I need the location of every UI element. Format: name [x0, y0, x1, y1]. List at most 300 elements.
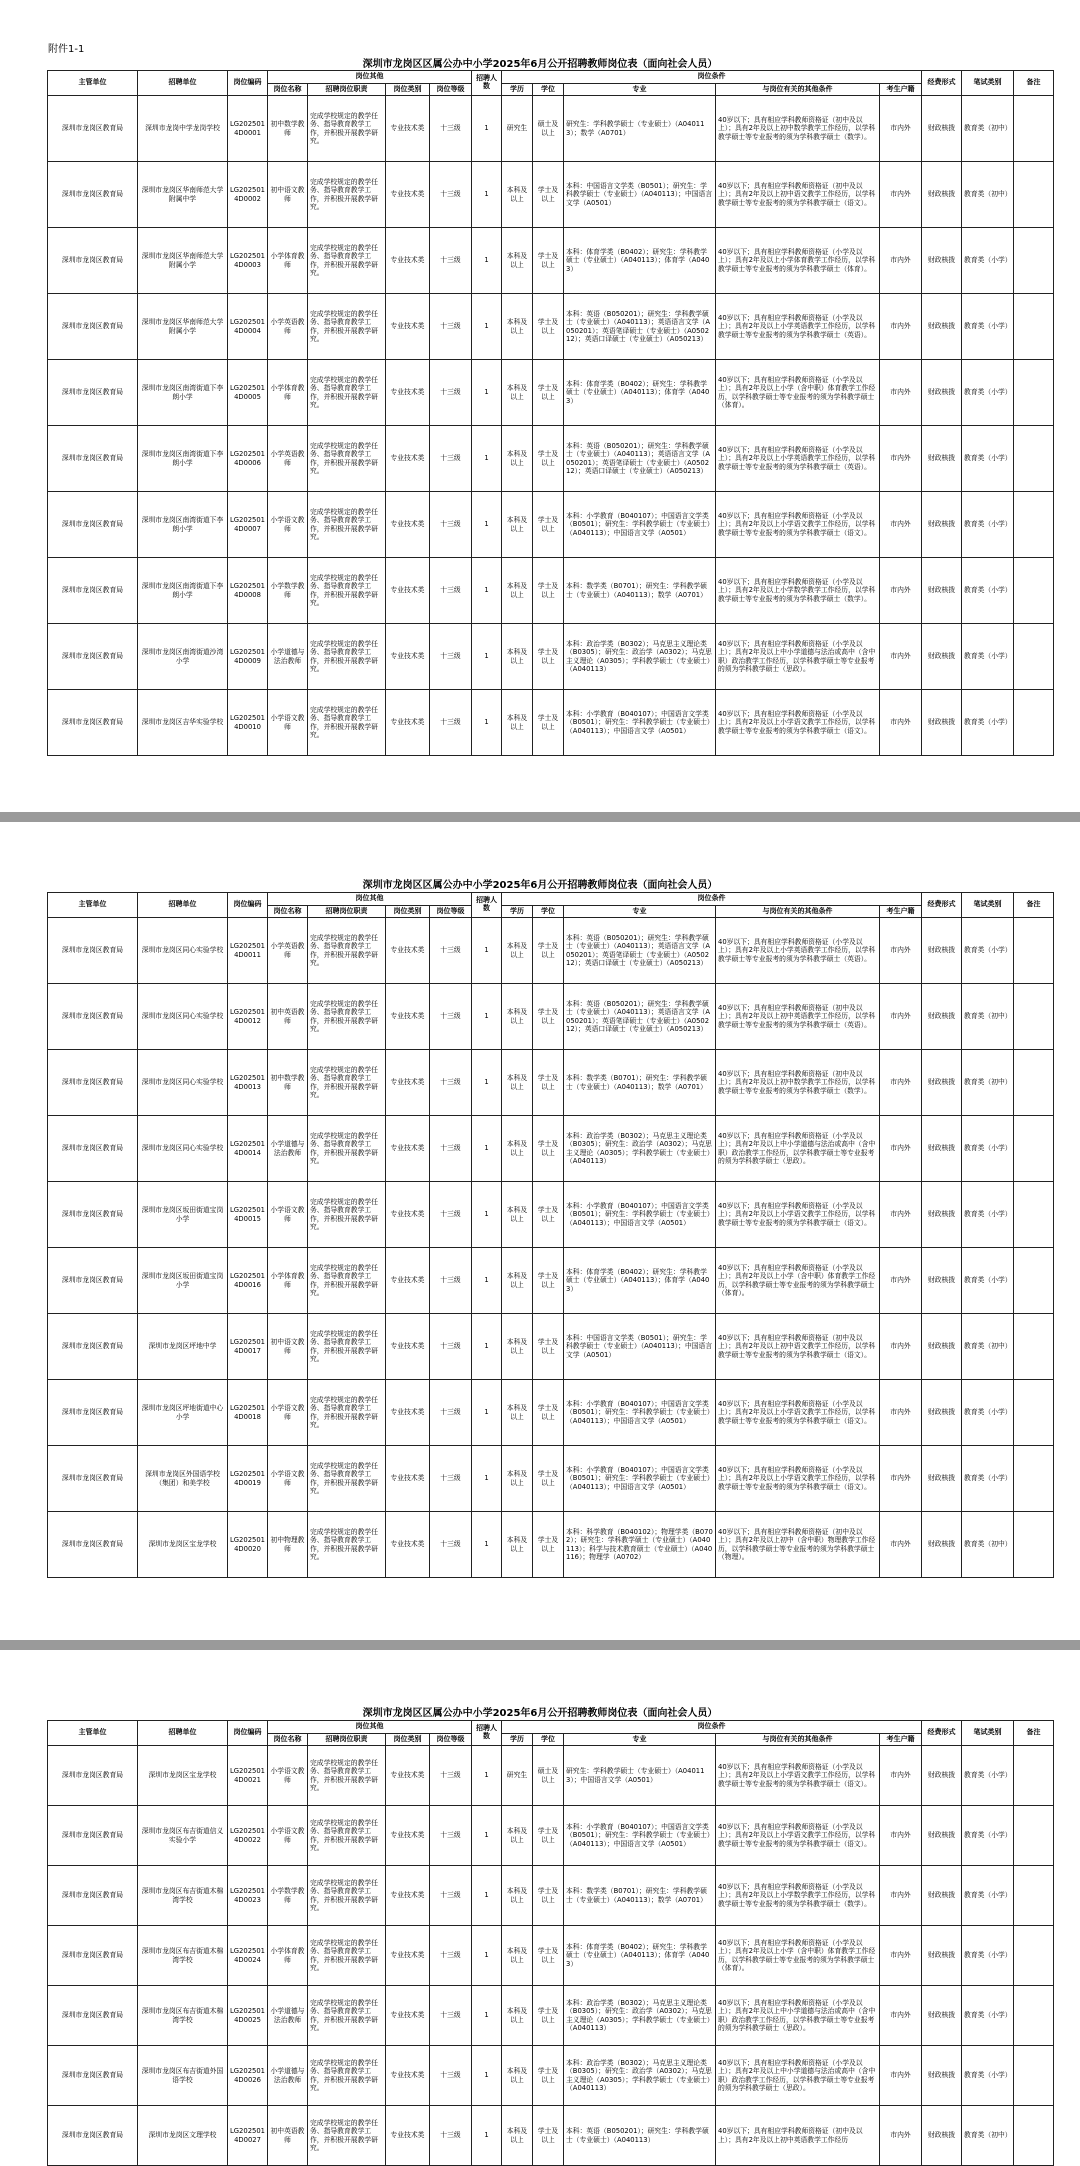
degree-cell: 硕士及以上 — [533, 1746, 564, 1806]
education-cell: 本科及以上 — [502, 1446, 533, 1512]
funding-cell: 财政核拨 — [922, 624, 962, 690]
unit-cell: 深圳市龙岗区布吉街道木棉湾学校 — [138, 1866, 228, 1926]
post-type-cell: 专业技术类 — [386, 162, 430, 228]
competent-cell: 深圳市龙岗区教育局 — [48, 1806, 138, 1866]
post-level-cell: 十三级 — [430, 918, 472, 984]
sheet-page-2 — [0, 822, 1080, 1640]
education-cell: 本科及以上 — [502, 1926, 533, 1986]
duty-cell: 完成学校规定的教学任务、指导教育教学工作，并积极开展教学研究。 — [308, 1926, 386, 1986]
post-code-cell: LG2025014D0011 — [228, 918, 268, 984]
exam-cell: 教育类（小学） — [962, 1866, 1014, 1926]
degree-cell: 学士及以上 — [533, 1926, 564, 1986]
post-level-cell: 十三级 — [430, 1050, 472, 1116]
table-title: 深圳市龙岗区区属公办中小学2025年6月公开招聘教师岗位表（面向社会人员） — [362, 1708, 718, 1719]
funding-cell: 财政核拨 — [922, 984, 962, 1050]
degree-cell: 学士及以上 — [533, 162, 564, 228]
post-code-cell: LG2025014D0025 — [228, 1986, 268, 2046]
recruitment-table — [47, 1720, 1054, 2166]
post-name-cell: 小学数学教师 — [268, 1866, 308, 1926]
post-name-cell: 初中英语教师 — [268, 2106, 308, 2166]
post-type-cell: 专业技术类 — [386, 1986, 430, 2046]
post-type-cell: 专业技术类 — [386, 1116, 430, 1182]
funding-cell: 财政核拨 — [922, 1746, 962, 1806]
funding-cell: 财政核拨 — [922, 1866, 962, 1926]
post-code-cell: LG2025014D0016 — [228, 1248, 268, 1314]
post-type-cell: 专业技术类 — [386, 426, 430, 492]
post-code-cell: LG2025014D0015 — [228, 1182, 268, 1248]
major-cell: 本科：数学类（B0701）；研究生：学科教学硕士（专业硕士）（A040113）；数学（A0701） — [564, 558, 716, 624]
remark-cell — [1014, 492, 1054, 558]
header-remark: 备注 — [1014, 893, 1054, 918]
post-code-cell: LG2025014D0008 — [228, 558, 268, 624]
education-cell: 本科及以上 — [502, 918, 533, 984]
header-funding: 经费形式 — [922, 893, 962, 918]
header-competent: 主管单位 — [48, 893, 138, 918]
post-code-cell: LG2025014D0001 — [228, 96, 268, 162]
count-cell: 1 — [472, 1866, 502, 1926]
major-cell: 本科：政治学类（B0302）；马克思主义理论类（B0305）；研究生：政治学（A0302）；马克思主义理论（A0305）；学科教学硕士（专业硕士）（A040113） — [564, 1116, 716, 1182]
exam-cell: 教育类（初中） — [962, 2106, 1014, 2166]
remark-cell — [1014, 1512, 1054, 1578]
residence-cell: 市内外 — [880, 492, 922, 558]
competent-cell: 深圳市龙岗区教育局 — [48, 162, 138, 228]
header-post-level: 岗位等级 — [430, 1734, 472, 1746]
post-type-cell: 专业技术类 — [386, 690, 430, 756]
unit-cell: 深圳市龙岗区宝龙学校 — [138, 1512, 228, 1578]
competent-cell: 深圳市龙岗区教育局 — [48, 96, 138, 162]
header-unit: 招聘单位 — [138, 1721, 228, 1746]
degree-cell: 学士及以上 — [533, 1380, 564, 1446]
post-level-cell: 十三级 — [430, 2046, 472, 2106]
exam-cell: 教育类（小学） — [962, 228, 1014, 294]
post-name-cell: 初中英语教师 — [268, 984, 308, 1050]
exam-cell: 教育类（小学） — [962, 1116, 1014, 1182]
post-level-cell: 十三级 — [430, 1116, 472, 1182]
degree-cell: 硕士及以上 — [533, 96, 564, 162]
post-name-cell: 初中物理教师 — [268, 1512, 308, 1578]
degree-cell: 学士及以上 — [533, 426, 564, 492]
count-cell: 1 — [472, 624, 502, 690]
post-code-cell: LG2025014D0010 — [228, 690, 268, 756]
post-level-cell: 十三级 — [430, 690, 472, 756]
post-code-cell: LG2025014D0021 — [228, 1746, 268, 1806]
count-cell: 1 — [472, 96, 502, 162]
exam-cell: 教育类（小学） — [962, 1248, 1014, 1314]
unit-cell: 深圳市龙岗区华南师范大学附属小学 — [138, 294, 228, 360]
unit-cell: 深圳市龙岗区坪地街道中心小学 — [138, 1380, 228, 1446]
education-cell: 本科及以上 — [502, 1314, 533, 1380]
residence-cell: 市内外 — [880, 1746, 922, 1806]
residence-cell: 市内外 — [880, 1806, 922, 1866]
remark-cell — [1014, 690, 1054, 756]
table-row — [48, 360, 1054, 426]
post-type-cell: 专业技术类 — [386, 1380, 430, 1446]
table-row — [48, 96, 1054, 162]
unit-cell: 深圳市龙岗区南湾街道沙湾小学 — [138, 624, 228, 690]
other-conditions-cell: 40岁以下；具有相应学科教师资格证（小学及以上）；具有2年及以上小学语文教学工作经历，以学科教学硕士等专业报考的须为学科教学硕士（语文）。 — [716, 1806, 880, 1866]
unit-cell: 深圳市龙岗区华南师范大学附属中学 — [138, 162, 228, 228]
residence-cell: 市内外 — [880, 96, 922, 162]
count-cell: 1 — [472, 228, 502, 294]
duty-cell: 完成学校规定的教学任务、指导教育教学工作，并积极开展教学研究。 — [308, 1314, 386, 1380]
post-name-cell: 小学道德与法治教师 — [268, 624, 308, 690]
count-cell: 1 — [472, 1182, 502, 1248]
funding-cell: 财政核拨 — [922, 96, 962, 162]
major-cell: 本科：英语（B050201）；研究生：学科教学硕士（专业硕士）（A040113）；英语语言文学（A050201）；英语笔译硕士（专业硕士）（A050212）；英语口译硕士（专业硕士）（A050213） — [564, 294, 716, 360]
post-name-cell: 小学道德与法治教师 — [268, 2046, 308, 2106]
remark-cell — [1014, 918, 1054, 984]
remark-cell — [1014, 2106, 1054, 2166]
other-conditions-cell: 40岁以下；具有相应学科教师资格证（小学及以上）；具有2年及以上小学数学教学工作经历，以学科教学硕士等专业报考的须为学科教学硕士（数学）。 — [716, 1866, 880, 1926]
unit-cell: 深圳市龙岗区坪地中学 — [138, 1314, 228, 1380]
post-type-cell: 专业技术类 — [386, 2046, 430, 2106]
degree-cell: 学士及以上 — [533, 1182, 564, 1248]
unit-cell: 深圳市龙岗区宝龙学校 — [138, 1746, 228, 1806]
table-row — [48, 162, 1054, 228]
post-type-cell: 专业技术类 — [386, 294, 430, 360]
major-cell: 本科：中国语言文学类（B0501）；研究生：学科教学硕士（专业硕士）（A040113）；中国语言文学（A0501） — [564, 1314, 716, 1380]
competent-cell: 深圳市龙岗区教育局 — [48, 1866, 138, 1926]
header-conditions: 岗位条件 — [502, 71, 922, 84]
post-level-cell: 十三级 — [430, 1746, 472, 1806]
duty-cell: 完成学校规定的教学任务、指导教育教学工作，并积极开展教学研究。 — [308, 96, 386, 162]
post-name-cell: 小学体育教师 — [268, 1926, 308, 1986]
duty-cell: 完成学校规定的教学任务、指导教育教学工作，并积极开展教学研究。 — [308, 1512, 386, 1578]
degree-cell: 学士及以上 — [533, 360, 564, 426]
remark-cell — [1014, 624, 1054, 690]
other-conditions-cell: 40岁以下；具有相应学科教师资格证（初中及以上）；具有2年及以上初中语文教学工作经历，以学科教学硕士等专业报考的须为学科教学硕士（语文）。 — [716, 162, 880, 228]
header-unit: 招聘单位 — [138, 71, 228, 96]
post-type-cell: 专业技术类 — [386, 492, 430, 558]
major-cell: 本科：体育学类（B0402）；研究生：学科教学硕士（专业硕士）（A040113）；体育学（A0403） — [564, 228, 716, 294]
count-cell: 1 — [472, 1746, 502, 1806]
funding-cell: 财政核拨 — [922, 1806, 962, 1866]
major-cell: 本科：英语（B050201）；研究生：学科教学硕士（专业硕士）（A040113）；英语语言文学（A050201）；英语笔译硕士（专业硕士）（A050212）；英语口译硕士（专业硕士）（A050213） — [564, 426, 716, 492]
funding-cell: 财政核拨 — [922, 2046, 962, 2106]
duty-cell: 完成学校规定的教学任务、指导教育教学工作，并积极开展教学研究。 — [308, 360, 386, 426]
education-cell: 本科及以上 — [502, 1380, 533, 1446]
exam-cell: 教育类（初中） — [962, 162, 1014, 228]
post-level-cell: 十三级 — [430, 1314, 472, 1380]
funding-cell: 财政核拨 — [922, 228, 962, 294]
remark-cell — [1014, 1746, 1054, 1806]
unit-cell: 深圳市龙岗区布吉街道木棉湾学校 — [138, 1926, 228, 1986]
competent-cell: 深圳市龙岗区教育局 — [48, 624, 138, 690]
exam-cell: 教育类（初中） — [962, 96, 1014, 162]
remark-cell — [1014, 1182, 1054, 1248]
remark-cell — [1014, 294, 1054, 360]
education-cell: 本科及以上 — [502, 984, 533, 1050]
competent-cell: 深圳市龙岗区教育局 — [48, 1314, 138, 1380]
competent-cell: 深圳市龙岗区教育局 — [48, 558, 138, 624]
exam-cell: 教育类（初中） — [962, 984, 1014, 1050]
competent-cell: 深圳市龙岗区教育局 — [48, 690, 138, 756]
unit-cell: 深圳市龙岗区同心实验学校 — [138, 918, 228, 984]
header-exam: 笔试类别 — [962, 71, 1014, 96]
unit-cell: 深圳市龙岗区文理学校 — [138, 2106, 228, 2166]
attachment-label: 附件1-1 — [48, 44, 85, 55]
exam-cell: 教育类（小学） — [962, 1446, 1014, 1512]
count-cell: 1 — [472, 426, 502, 492]
post-type-cell: 专业技术类 — [386, 1926, 430, 1986]
unit-cell: 深圳市龙岗区布吉街道外国语学校 — [138, 2046, 228, 2106]
header-major: 专业 — [564, 1734, 716, 1746]
unit-cell: 深圳市龙岗区南湾街道下李朗小学 — [138, 492, 228, 558]
header-degree: 学位 — [533, 1734, 564, 1746]
header-conditions: 岗位条件 — [502, 1721, 922, 1734]
post-level-cell: 十三级 — [430, 558, 472, 624]
education-cell: 本科及以上 — [502, 1050, 533, 1116]
post-name-cell: 小学体育教师 — [268, 228, 308, 294]
post-code-cell: LG2025014D0012 — [228, 984, 268, 1050]
residence-cell: 市内外 — [880, 1512, 922, 1578]
post-level-cell: 十三级 — [430, 1182, 472, 1248]
post-level-cell: 十三级 — [430, 1926, 472, 1986]
table-row — [48, 1116, 1054, 1182]
remark-cell — [1014, 1866, 1054, 1926]
residence-cell: 市内外 — [880, 1116, 922, 1182]
post-level-cell: 十三级 — [430, 294, 472, 360]
header-major: 专业 — [564, 84, 716, 96]
header-competent: 主管单位 — [48, 71, 138, 96]
count-cell: 1 — [472, 1116, 502, 1182]
major-cell: 本科：英语（B050201）；研究生：学科教学硕士（专业硕士）（A040113）；英语语言文学（A050201）；英语笔译硕士（专业硕士）（A050212）；英语口译硕士（专业硕士）（A050213） — [564, 918, 716, 984]
other-conditions-cell: 40岁以下；具有相应学科教师资格证（小学及以上）；具有2年及以上小学英语教学工作经历，以学科教学硕士等专业报考的须为学科教学硕士（英语）。 — [716, 918, 880, 984]
post-type-cell: 专业技术类 — [386, 2106, 430, 2166]
remark-cell — [1014, 1248, 1054, 1314]
major-cell: 本科：政治学类（B0302）；马克思主义理论类（B0305）；研究生：政治学（A0302）；马克思主义理论（A0305）；学科教学硕士（专业硕士）（A040113） — [564, 624, 716, 690]
post-code-cell: LG2025014D0024 — [228, 1926, 268, 1986]
other-conditions-cell: 40岁以下；具有相应学科教师资格证（小学及以上）；具有2年及以上小学英语教学工作经历，以学科教学硕士等专业报考的须为学科教学硕士（英语）。 — [716, 426, 880, 492]
competent-cell: 深圳市龙岗区教育局 — [48, 984, 138, 1050]
post-name-cell: 小学数学教师 — [268, 558, 308, 624]
post-level-cell: 十三级 — [430, 1806, 472, 1866]
remark-cell — [1014, 1116, 1054, 1182]
residence-cell: 市内外 — [880, 984, 922, 1050]
post-code-cell: LG2025014D0009 — [228, 624, 268, 690]
header-count: 招聘人数 — [472, 1721, 502, 1746]
other-conditions-cell: 40岁以下；具有相应学科教师资格证（小学及以上）；具有2年及以上小学语文教学工作经历，以学科教学硕士等专业报考的须为学科教学硕士（语文）。 — [716, 1746, 880, 1806]
count-cell: 1 — [472, 1926, 502, 1986]
degree-cell: 学士及以上 — [533, 228, 564, 294]
header-other: 与岗位有关的其他条件 — [716, 906, 880, 918]
post-name-cell: 小学语文教师 — [268, 492, 308, 558]
degree-cell: 学士及以上 — [533, 1986, 564, 2046]
table-row — [48, 1746, 1054, 1806]
residence-cell: 市内外 — [880, 1926, 922, 1986]
funding-cell: 财政核拨 — [922, 558, 962, 624]
post-type-cell: 专业技术类 — [386, 558, 430, 624]
duty-cell: 完成学校规定的教学任务、指导教育教学工作，并积极开展教学研究。 — [308, 426, 386, 492]
table-row — [48, 918, 1054, 984]
degree-cell: 学士及以上 — [533, 1314, 564, 1380]
header-post-name: 岗位名称 — [268, 1734, 308, 1746]
funding-cell: 财政核拨 — [922, 690, 962, 756]
duty-cell: 完成学校规定的教学任务、指导教育教学工作，并积极开展教学研究。 — [308, 984, 386, 1050]
count-cell: 1 — [472, 918, 502, 984]
count-cell: 1 — [472, 1512, 502, 1578]
unit-cell: 深圳市龙岗区南湾街道下李朗小学 — [138, 426, 228, 492]
post-type-cell: 专业技术类 — [386, 1446, 430, 1512]
funding-cell: 财政核拨 — [922, 1986, 962, 2046]
table-row — [48, 984, 1054, 1050]
competent-cell: 深圳市龙岗区教育局 — [48, 1512, 138, 1578]
major-cell: 本科：体育学类（B0402）；研究生：学科教学硕士（专业硕士）（A040113）；体育学（A0403） — [564, 1248, 716, 1314]
post-code-cell: LG2025014D0005 — [228, 360, 268, 426]
remark-cell — [1014, 558, 1054, 624]
competent-cell: 深圳市龙岗区教育局 — [48, 360, 138, 426]
residence-cell: 市内外 — [880, 2106, 922, 2166]
degree-cell: 学士及以上 — [533, 2106, 564, 2166]
duty-cell: 完成学校规定的教学任务、指导教育教学工作，并积极开展教学研究。 — [308, 1866, 386, 1926]
residence-cell: 市内外 — [880, 1314, 922, 1380]
duty-cell: 完成学校规定的教学任务、指导教育教学工作，并积极开展教学研究。 — [308, 294, 386, 360]
major-cell: 本科：小学教育（B040107）；中国语言文学类（B0501）；研究生：学科教学硕士（专业硕士）（A040113）；中国语言文学（A0501） — [564, 1806, 716, 1866]
duty-cell: 完成学校规定的教学任务、指导教育教学工作，并积极开展教学研究。 — [308, 918, 386, 984]
post-name-cell: 小学语文教师 — [268, 1446, 308, 1512]
post-name-cell: 小学英语教师 — [268, 918, 308, 984]
table-row — [48, 1446, 1054, 1512]
post-type-cell: 专业技术类 — [386, 1866, 430, 1926]
post-level-cell: 十三级 — [430, 1380, 472, 1446]
header-funding: 经费形式 — [922, 1721, 962, 1746]
header-residence: 考生户籍 — [880, 84, 922, 96]
competent-cell: 深圳市龙岗区教育局 — [48, 1248, 138, 1314]
post-name-cell: 小学语文教师 — [268, 1380, 308, 1446]
exam-cell: 教育类（小学） — [962, 294, 1014, 360]
header-code: 岗位编码 — [228, 71, 268, 96]
post-level-cell: 十三级 — [430, 162, 472, 228]
other-conditions-cell: 40岁以下；具有相应学科教师资格证（初中及以上）；具有2年及以上初中英语教学工作经历，以学科教学硕士等专业报考的须为学科教学硕士（英语）。 — [716, 984, 880, 1050]
education-cell: 本科及以上 — [502, 1248, 533, 1314]
residence-cell: 市内外 — [880, 228, 922, 294]
post-code-cell: LG2025014D0019 — [228, 1446, 268, 1512]
header-remark: 备注 — [1014, 71, 1054, 96]
table-row — [48, 1866, 1054, 1926]
funding-cell: 财政核拨 — [922, 1314, 962, 1380]
education-cell: 研究生 — [502, 96, 533, 162]
header-exam: 笔试类别 — [962, 893, 1014, 918]
table-row — [48, 2046, 1054, 2106]
count-cell: 1 — [472, 1446, 502, 1512]
other-conditions-cell: 40岁以下；具有相应学科教师资格证（小学及以上）；具有2年及以上小学语文教学工作经历，以学科教学硕士等专业报考的须为学科教学硕士（语文）。 — [716, 1446, 880, 1512]
post-code-cell: LG2025014D0003 — [228, 228, 268, 294]
exam-cell: 教育类（小学） — [962, 624, 1014, 690]
table-row — [48, 1050, 1054, 1116]
header-post-level: 岗位等级 — [430, 906, 472, 918]
post-name-cell: 初中数学教师 — [268, 1050, 308, 1116]
duty-cell: 完成学校规定的教学任务、指导教育教学工作，并积极开展教学研究。 — [308, 1746, 386, 1806]
major-cell: 本科：小学教育（B040107）；中国语言文学类（B0501）；研究生：学科教学硕士（专业硕士）（A040113）；中国语言文学（A0501） — [564, 492, 716, 558]
post-name-cell: 小学体育教师 — [268, 1248, 308, 1314]
exam-cell: 教育类（小学） — [962, 1182, 1014, 1248]
table-row — [48, 492, 1054, 558]
recruitment-table — [47, 892, 1054, 1578]
remark-cell — [1014, 1050, 1054, 1116]
header-residence: 考生户籍 — [880, 1734, 922, 1746]
unit-cell: 深圳市龙岗区南湾街道下李朗小学 — [138, 558, 228, 624]
table-row — [48, 1314, 1054, 1380]
post-code-cell: LG2025014D0006 — [228, 426, 268, 492]
header-duty: 招聘岗位职责 — [308, 1734, 386, 1746]
exam-cell: 教育类（小学） — [962, 1746, 1014, 1806]
other-conditions-cell: 40岁以下；具有相应学科教师资格证（初中及以上）；具有2年及以上初中数学教学工作经历，以学科教学硕士等专业报考的须为学科教学硕士（数学）。 — [716, 96, 880, 162]
header-duty: 招聘岗位职责 — [308, 84, 386, 96]
degree-cell: 学士及以上 — [533, 1050, 564, 1116]
header-post-info: 岗位其他 — [268, 71, 472, 84]
table-row — [48, 1986, 1054, 2046]
major-cell: 本科：小学教育（B040107）；中国语言文学类（B0501）；研究生：学科教学硕士（专业硕士）（A040113）；中国语言文学（A0501） — [564, 1182, 716, 1248]
header-post-type: 岗位类别 — [386, 1734, 430, 1746]
other-conditions-cell: 40岁以下；具有相应学科教师资格证（小学及以上）；具有2年及以上小学（含中职）体育教学工作经历，以学科教学硕士等专业报考的须为学科教学硕士（体育）。 — [716, 1926, 880, 1986]
major-cell: 本科：体育学类（B0402）；研究生：学科教学硕士（专业硕士）（A040113）；体育学（A0403） — [564, 360, 716, 426]
exam-cell: 教育类（小学） — [962, 426, 1014, 492]
post-code-cell: LG2025014D0023 — [228, 1866, 268, 1926]
header-count: 招聘人数 — [472, 893, 502, 918]
major-cell: 本科：体育学类（B0402）；研究生：学科教学硕士（专业硕士）（A040113）；体育学（A0403） — [564, 1926, 716, 1986]
major-cell: 研究生：学科教学硕士（专业硕士）（A040113）；中国语言文学（A0501） — [564, 1746, 716, 1806]
education-cell: 本科及以上 — [502, 1866, 533, 1926]
post-type-cell: 专业技术类 — [386, 1248, 430, 1314]
funding-cell: 财政核拨 — [922, 1050, 962, 1116]
exam-cell: 教育类（小学） — [962, 1806, 1014, 1866]
major-cell: 本科：数学类（B0701）；研究生：学科教学硕士（专业硕士）（A040113）；数学（A0701） — [564, 1866, 716, 1926]
education-cell: 研究生 — [502, 1746, 533, 1806]
competent-cell: 深圳市龙岗区教育局 — [48, 1050, 138, 1116]
education-cell: 本科及以上 — [502, 162, 533, 228]
count-cell: 1 — [472, 1380, 502, 1446]
degree-cell: 学士及以上 — [533, 1512, 564, 1578]
post-type-cell: 专业技术类 — [386, 918, 430, 984]
residence-cell: 市内外 — [880, 1182, 922, 1248]
degree-cell: 学士及以上 — [533, 2046, 564, 2106]
table-row — [48, 294, 1054, 360]
header-code: 岗位编码 — [228, 1721, 268, 1746]
post-type-cell: 专业技术类 — [386, 1512, 430, 1578]
residence-cell: 市内外 — [880, 1248, 922, 1314]
unit-cell: 深圳市龙岗区南湾街道下李朗小学 — [138, 360, 228, 426]
table-row — [48, 228, 1054, 294]
remark-cell — [1014, 1314, 1054, 1380]
remark-cell — [1014, 1986, 1054, 2046]
residence-cell: 市内外 — [880, 1446, 922, 1512]
post-name-cell: 小学道德与法治教师 — [268, 1116, 308, 1182]
exam-cell: 教育类（初中） — [962, 1314, 1014, 1380]
header-education: 学历 — [502, 906, 533, 918]
competent-cell: 深圳市龙岗区教育局 — [48, 294, 138, 360]
residence-cell: 市内外 — [880, 426, 922, 492]
header-duty: 招聘岗位职责 — [308, 906, 386, 918]
header-count: 招聘人数 — [472, 71, 502, 96]
table-row — [48, 1380, 1054, 1446]
education-cell: 本科及以上 — [502, 2046, 533, 2106]
funding-cell: 财政核拨 — [922, 492, 962, 558]
residence-cell: 市内外 — [880, 1866, 922, 1926]
other-conditions-cell: 40岁以下；具有相应学科教师资格证（小学及以上）；具有2年及以上小学语文教学工作经历，以学科教学硕士等专业报考的须为学科教学硕士（语文）。 — [716, 492, 880, 558]
major-cell: 研究生：学科教学硕士（专业硕士）（A040113）；数学（A0701） — [564, 96, 716, 162]
other-conditions-cell: 40岁以下；具有相应学科教师资格证（小学及以上）；具有2年及以上小学英语教学工作经历，以学科教学硕士等专业报考的须为学科教学硕士（英语）。 — [716, 294, 880, 360]
funding-cell: 财政核拨 — [922, 1512, 962, 1578]
unit-cell: 深圳市龙岗区布吉街道信义实验小学 — [138, 1806, 228, 1866]
header-post-type: 岗位类别 — [386, 906, 430, 918]
funding-cell: 财政核拨 — [922, 1116, 962, 1182]
degree-cell: 学士及以上 — [533, 1446, 564, 1512]
funding-cell: 财政核拨 — [922, 162, 962, 228]
header-post-type: 岗位类别 — [386, 84, 430, 96]
unit-cell: 深圳市龙岗区坂田街道宝岗小学 — [138, 1248, 228, 1314]
post-type-cell: 专业技术类 — [386, 624, 430, 690]
competent-cell: 深圳市龙岗区教育局 — [48, 1986, 138, 2046]
